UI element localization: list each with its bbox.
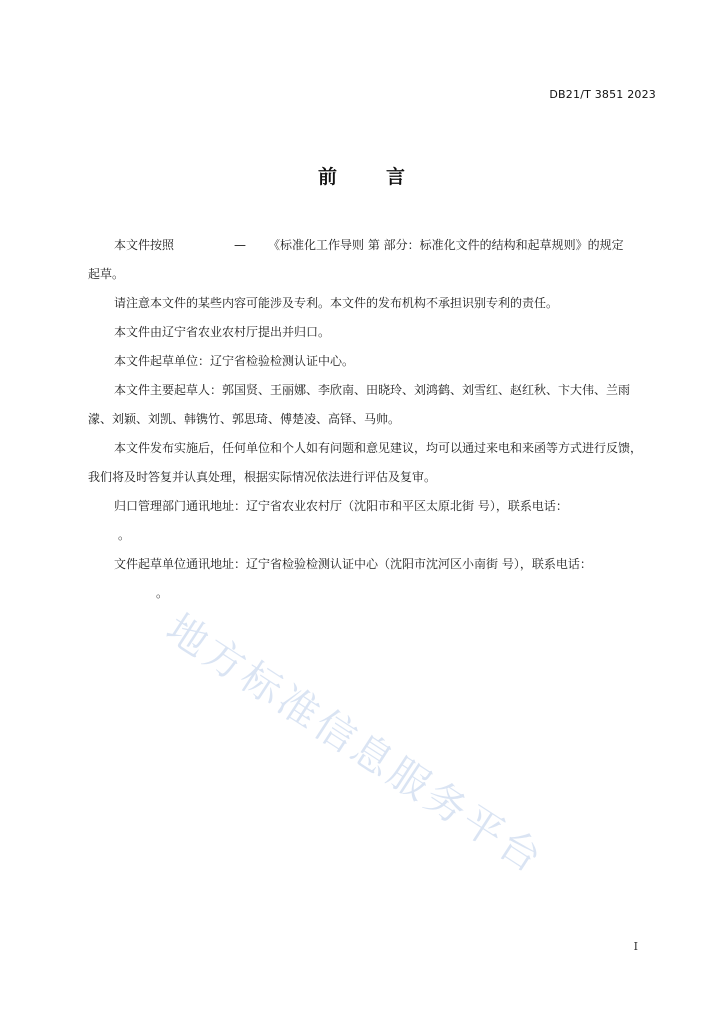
paragraph-drafting-rules <box>88 231 658 260</box>
standard-code: DB21/T 3851 2023 <box>549 88 656 101</box>
paragraph-feedback: 本文件发布实施后，任何单位和个人如有问题和意见建议，均可以通过来电和来函等方式进行反馈， <box>114 441 643 455</box>
paragraph-continuation: 。 <box>118 528 131 542</box>
paragraph-continuation: 我们将及时答复并认真处理，根据实际情况依法进行评估及复审。 <box>88 470 437 484</box>
foreword-body <box>88 231 658 608</box>
page-number: I <box>633 940 638 953</box>
paragraph-continuation: 。 <box>156 586 169 600</box>
paragraph-drafter-address: 文件起草单位通讯地址：辽宁省检验检测认证中心（沈阳市沈河区小南街 号），联系电话： <box>114 557 592 571</box>
paragraph-text: 《标准化工作导则 第 部分：标准化文件的结构和起草规则》的规定 <box>268 238 624 252</box>
paragraph-drafters: 本文件主要起草人：郭国贤、王丽娜、李欣南、田晓玲、刘鸿鹤、刘雪红、赵红秋、卞大伟、兰雨 <box>114 383 631 397</box>
paragraph-continuation: 濛、刘颖、刘凯、韩镌竹、郭思琦、傅楚凌、高铎、马帅。 <box>88 412 401 426</box>
watermark: 地方标准信息服务平台 <box>158 605 553 884</box>
dash-separator: — <box>234 238 247 252</box>
paragraph-continuation: 起草。 <box>88 267 125 281</box>
paragraph-drafting-unit: 本文件起草单位：辽宁省检验检测认证中心。 <box>114 354 355 368</box>
paragraph-text: 本文件按照 <box>114 238 175 252</box>
paragraph-proposer: 本文件由辽宁省农业农村厅提出并归口。 <box>114 325 331 339</box>
title-char-2: 言 <box>386 166 407 188</box>
page-title <box>0 162 724 189</box>
paragraph-admin-address: 归口管理部门通讯地址：辽宁省农业农村厅（沈阳市和平区太原北街 号），联系电话： <box>114 499 568 513</box>
title-char-1: 前 <box>317 166 338 188</box>
paragraph-patent-notice: 请注意本文件的某些内容可能涉及专利。本文件的发布机构不承担识别专利的责任。 <box>114 296 559 310</box>
